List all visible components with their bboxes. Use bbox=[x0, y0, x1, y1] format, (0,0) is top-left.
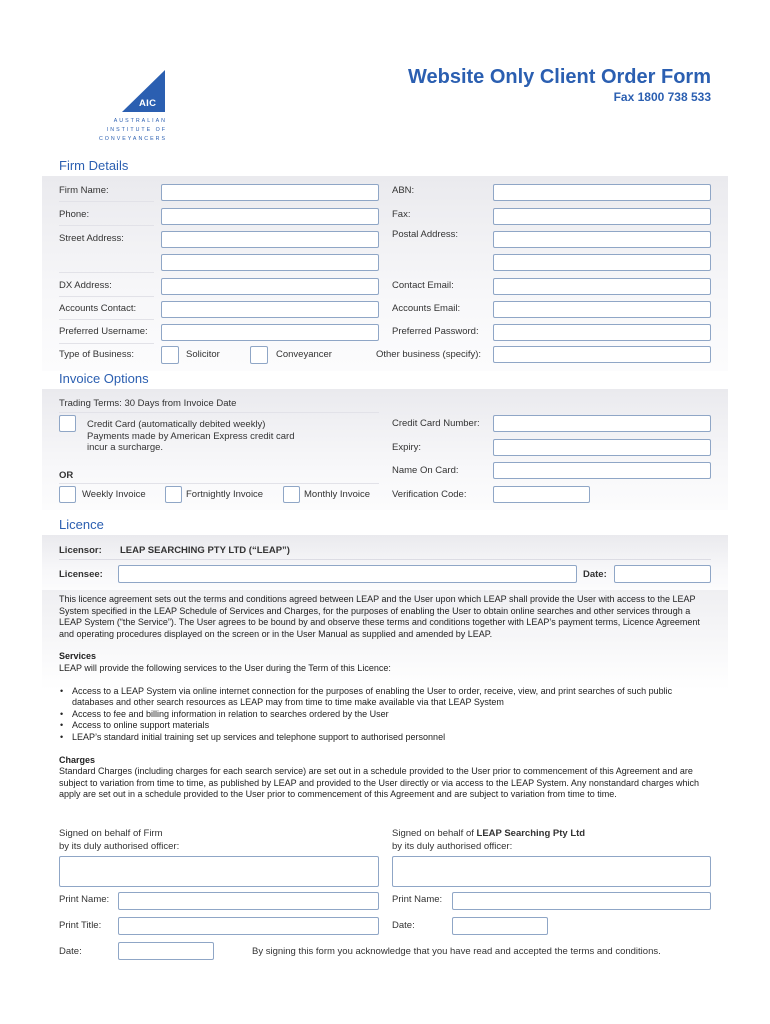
invoice-options-heading: Invoice Options bbox=[59, 371, 149, 386]
print-name-right-label: Print Name: bbox=[392, 894, 443, 905]
card-number-field[interactable] bbox=[493, 415, 711, 432]
fortnightly-invoice-checkbox[interactable] bbox=[165, 486, 182, 503]
form-title: Website Only Client Order Form bbox=[407, 66, 711, 88]
accounts-email-label: Accounts Email: bbox=[392, 303, 461, 314]
fax-field[interactable] bbox=[493, 208, 711, 225]
abn-field[interactable] bbox=[493, 184, 711, 201]
expiry-field[interactable] bbox=[493, 439, 711, 456]
agreement-paragraph: This licence agreement sets out the terms and conditions agreed between LEAP and the User upon which LEAP shall provide the User with access to the LEAP System specified in the LEAP Schedule of Services and Charges, for the purposes of enabling the User to obtain online searches and other services through a LEAP System (“the Service”). The User agrees to be bound by and observe these terms and conditions together with LEAP’s payment terms, Licence Agreement and operating procedures displayed on the screen or in the User Manual as supplied and amended by LEAP. bbox=[59, 594, 700, 639]
aic-logo-mark bbox=[95, 68, 175, 116]
card-number-label: Credit Card Number: bbox=[392, 418, 480, 429]
print-name-right-field[interactable] bbox=[452, 892, 711, 910]
logo-sub-line: INSTITUTE OF bbox=[106, 127, 167, 133]
preferred-username-field[interactable] bbox=[161, 324, 379, 341]
fax-number: Fax 1800 738 533 bbox=[613, 90, 711, 104]
print-title-label: Print Title: bbox=[59, 920, 102, 931]
firm-signature-field[interactable] bbox=[59, 856, 379, 887]
street-address-field-1[interactable] bbox=[161, 231, 379, 248]
leap-signature-field[interactable] bbox=[392, 856, 711, 887]
postal-address-field-1[interactable] bbox=[493, 231, 711, 248]
amex-note-line1: Payments made by American Express credit card bbox=[87, 431, 295, 442]
divider bbox=[59, 319, 154, 320]
other-business-field[interactable] bbox=[493, 346, 711, 363]
abn-label: ABN: bbox=[392, 185, 415, 196]
contact-email-field[interactable] bbox=[493, 278, 711, 295]
divider bbox=[59, 412, 379, 413]
logo-sub-line: CONVEYANCERS bbox=[98, 136, 167, 142]
monthly-invoice-label: Monthly Invoice bbox=[304, 489, 371, 500]
street-address-label: Street Address: bbox=[59, 233, 124, 244]
licensor-label: Licensor: bbox=[59, 545, 102, 556]
preferred-username-label: Preferred Username: bbox=[59, 326, 148, 337]
charges-heading: Charges bbox=[59, 754, 96, 765]
solicitor-label: Solicitor bbox=[186, 349, 220, 360]
preferred-password-label: Preferred Password: bbox=[392, 326, 479, 337]
licensor-value: LEAP SEARCHING PTY LTD (“LEAP”) bbox=[120, 545, 290, 556]
date-left-field[interactable] bbox=[118, 942, 214, 960]
weekly-invoice-label: Weekly Invoice bbox=[82, 489, 146, 500]
firm-name-label: Firm Name: bbox=[59, 185, 109, 196]
trading-terms: Trading Terms: 30 Days from Invoice Date bbox=[59, 398, 237, 409]
contact-email-label: Contact Email: bbox=[392, 280, 454, 291]
divider bbox=[59, 483, 379, 484]
licence-heading: Licence bbox=[59, 517, 104, 532]
divider bbox=[59, 201, 154, 202]
acknowledgement-text: By signing this form you acknowledge that you have read and accepted the terms and conditions. bbox=[252, 946, 661, 957]
credit-card-checkbox[interactable] bbox=[59, 415, 76, 432]
signed-leap-prefix: Signed on behalf of bbox=[392, 828, 477, 839]
signed-firm-line2: by its duly authorised officer: bbox=[59, 841, 180, 852]
fax-label: Fax: bbox=[392, 209, 411, 220]
services-list bbox=[59, 686, 709, 744]
signed-firm-line1: Signed on behalf of Firm bbox=[59, 828, 163, 839]
logo-sub-line: AUSTRALIAN bbox=[113, 118, 167, 124]
print-title-field[interactable] bbox=[118, 917, 379, 935]
name-on-card-label: Name On Card: bbox=[392, 465, 459, 476]
divider bbox=[59, 225, 154, 226]
dx-address-label: DX Address: bbox=[59, 280, 112, 291]
postal-address-field-2[interactable] bbox=[493, 254, 711, 271]
preferred-password-field[interactable] bbox=[493, 324, 711, 341]
list-item: • Access to online support materials bbox=[72, 720, 709, 732]
divider bbox=[59, 559, 711, 560]
list-item: • Access to a LEAP System via online internet connection for the purposes of enabling the User to order, receive, view, and print searches of such public databases and other search resources as LEAP may from time to time make available via that LEAP System bbox=[72, 686, 709, 709]
divider bbox=[59, 296, 154, 297]
logo-subtext bbox=[95, 117, 167, 144]
services-heading: Services bbox=[59, 651, 97, 662]
firm-details-panel bbox=[42, 176, 728, 371]
date-left-label: Date: bbox=[59, 946, 82, 957]
amex-note-line2: incur a surcharge. bbox=[87, 442, 164, 453]
licensee-date-field[interactable] bbox=[614, 565, 711, 583]
date-right-field[interactable] bbox=[452, 917, 548, 935]
licensee-field[interactable] bbox=[118, 565, 577, 583]
fortnightly-invoice-label: Fortnightly Invoice bbox=[186, 489, 264, 500]
conveyancer-label: Conveyancer bbox=[276, 349, 332, 360]
monthly-invoice-checkbox[interactable] bbox=[283, 486, 300, 503]
print-name-left-label: Print Name: bbox=[59, 894, 110, 905]
street-address-field-2[interactable] bbox=[161, 254, 379, 271]
print-name-left-field[interactable] bbox=[118, 892, 379, 910]
dx-address-field[interactable] bbox=[161, 278, 379, 295]
divider bbox=[59, 343, 154, 344]
accounts-contact-field[interactable] bbox=[161, 301, 379, 318]
aic-logo bbox=[95, 68, 175, 143]
or-label: OR bbox=[59, 470, 74, 481]
other-business-label: Other business (specify): bbox=[376, 349, 482, 360]
phone-label: Phone: bbox=[59, 209, 90, 220]
licensee-label: Licensee: bbox=[59, 569, 103, 580]
licensee-date-label: Date: bbox=[583, 569, 607, 580]
name-on-card-field[interactable] bbox=[493, 462, 711, 479]
firm-details-heading: Firm Details bbox=[59, 158, 129, 173]
weekly-invoice-checkbox[interactable] bbox=[59, 486, 76, 503]
charges-paragraph: Standard Charges (including charges for each search service) are set out in a schedule provided to the User prior to commencement of this Agreement and are subject to variation from time to time, as published by LEAP and provided to the User directly or via access to the LEAP System. Any nonstandard charges which apply are set out in a schedule provided to the User prior to commencement of this Agreement and are subject to variation from time to time. bbox=[59, 766, 699, 800]
expiry-label: Expiry: bbox=[392, 442, 422, 453]
signed-leap-line1 bbox=[392, 828, 585, 839]
list-item: • LEAP’s standard initial training set up services and telephone support to authorised personnel bbox=[72, 732, 709, 744]
solicitor-checkbox[interactable] bbox=[161, 346, 179, 364]
verification-code-field[interactable] bbox=[493, 486, 590, 503]
signed-leap-line2: by its duly authorised officer: bbox=[392, 841, 513, 852]
firm-name-field[interactable] bbox=[161, 184, 379, 201]
postal-address-label: Postal Address: bbox=[392, 229, 459, 240]
services-intro: LEAP will provide the following services to the User during the Term of this Licence: bbox=[59, 662, 391, 673]
signed-leap-company: LEAP Searching Pty Ltd bbox=[476, 828, 586, 839]
accounts-email-field[interactable] bbox=[493, 301, 711, 318]
licence-terms bbox=[59, 594, 709, 812]
phone-field[interactable] bbox=[161, 208, 379, 225]
verification-code-label: Verification Code: bbox=[392, 489, 467, 500]
list-item: • Access to fee and billing information in relation to searches ordered by the User bbox=[72, 709, 709, 721]
logo-text: AIC bbox=[139, 98, 157, 109]
credit-card-label: Credit Card (automatically debited weekly) bbox=[87, 419, 266, 430]
conveyancer-checkbox[interactable] bbox=[250, 346, 268, 364]
accounts-contact-label: Accounts Contact: bbox=[59, 303, 137, 314]
divider bbox=[59, 272, 154, 273]
type-of-business-label: Type of Business: bbox=[59, 349, 134, 360]
date-right-label: Date: bbox=[392, 920, 415, 931]
